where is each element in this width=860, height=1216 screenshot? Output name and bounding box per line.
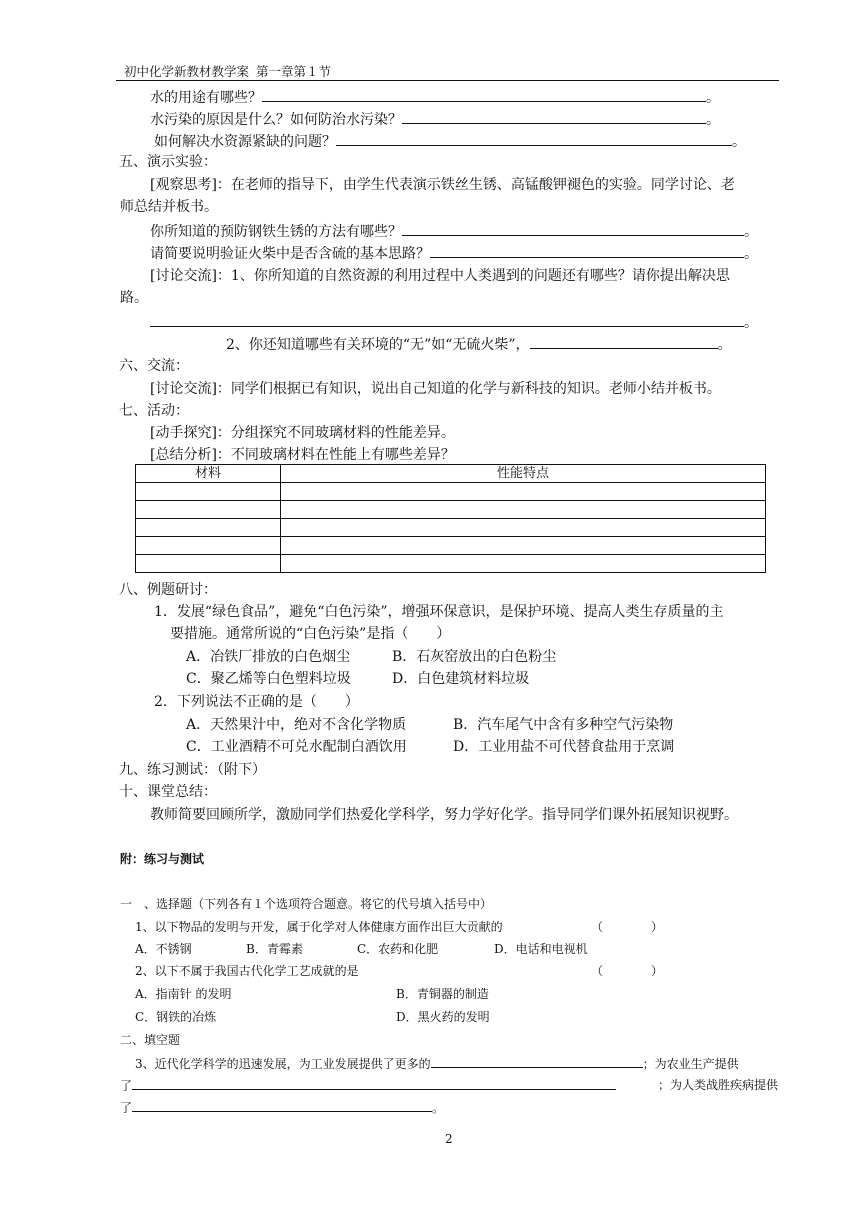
question-text: 水污染的原因是什么？如何防治水污染？ bbox=[150, 112, 402, 128]
option: B．汽车尾气中含有多种空气污染物 bbox=[453, 717, 674, 733]
section-heading: 九、练习测试：（附下） bbox=[119, 762, 266, 778]
fill-question-line bbox=[120, 1098, 444, 1117]
answer-blank[interactable] bbox=[132, 1076, 616, 1090]
table-cell[interactable] bbox=[136, 519, 281, 537]
answer-blank[interactable] bbox=[431, 1054, 643, 1068]
page-number: 2 bbox=[445, 1132, 453, 1146]
paragraph-line: [总结分析]：不同玻璃材料在性能上有哪些差异？ bbox=[150, 447, 455, 463]
option: D．工业用盐不可代替食盐用于烹调 bbox=[453, 739, 675, 755]
period: 。 bbox=[732, 134, 746, 150]
option: B．石灰窑放出的白色粉尘 bbox=[392, 649, 557, 665]
example-question: 2．下列说法不正确的是（ ） bbox=[154, 694, 359, 710]
table-header-material: 材料 bbox=[136, 465, 281, 483]
option: A．冶铁厂排放的白色烟尘 bbox=[186, 649, 351, 665]
question-text: ；为人类战胜疾病提供 bbox=[657, 1078, 778, 1092]
table-header-properties: 性能特点 bbox=[281, 465, 766, 483]
quiz-question: 2、以下不属于我国古代化学工艺成就的是 bbox=[135, 964, 359, 978]
option: A．指南针 的发明 bbox=[135, 987, 232, 1001]
period: 。 bbox=[744, 315, 758, 331]
section-heading: 八、例题研讨： bbox=[119, 582, 217, 598]
answer-paren[interactable]: （ ） bbox=[591, 920, 664, 934]
paragraph-line: 师总结并板书。 bbox=[120, 199, 218, 215]
answer-blank[interactable] bbox=[402, 108, 706, 124]
paragraph-line: [讨论交流]：同学们根据已有知识，说出自己知道的化学与新科技的知识。老师小结并板书。 bbox=[150, 381, 721, 397]
table-cell[interactable] bbox=[281, 537, 766, 555]
table-cell[interactable] bbox=[281, 519, 766, 537]
question-line bbox=[150, 242, 758, 264]
table-row bbox=[136, 501, 766, 519]
question-text: 了 bbox=[120, 1079, 133, 1093]
question-text: 水的用途有哪些？ bbox=[150, 90, 262, 106]
answer-blank[interactable] bbox=[150, 311, 744, 327]
option: B．青霉素 bbox=[246, 942, 303, 956]
option: C．农药和化肥 bbox=[357, 942, 439, 956]
table-cell[interactable] bbox=[281, 501, 766, 519]
answer-line bbox=[150, 311, 758, 333]
fill-question-line bbox=[135, 1054, 739, 1073]
table-cell[interactable] bbox=[136, 555, 281, 573]
paragraph-line: [讨论交流]：1、你所知道的自然资源的利用过程中人类遇到的问题还有哪些？请你提出解决思 bbox=[150, 268, 730, 284]
example-question: 1．发展“绿色食品”，避免“白色污染”，增强环保意识，是保护环境、提高人类生存质量的主 bbox=[154, 604, 724, 620]
question-text: ；为农业生产提供 bbox=[642, 1057, 739, 1071]
quiz-question: 1、以下物品的发明与开发，属于化学对人体健康方面作出巨大贡献的 bbox=[135, 920, 503, 934]
table-row bbox=[136, 483, 766, 501]
question-text: 请简要说明验证火柴中是否含硫的基本思路？ bbox=[150, 246, 430, 262]
answer-blank[interactable] bbox=[336, 130, 732, 146]
section-heading: 五、演示实验： bbox=[119, 154, 217, 170]
table-cell[interactable] bbox=[136, 537, 281, 555]
part-heading: 二、填空题 bbox=[120, 1033, 181, 1047]
question-text: 你所知道的预防钢铁生锈的方法有哪些？ bbox=[150, 224, 402, 240]
section-heading: 十、课堂总结： bbox=[119, 784, 217, 800]
table-cell[interactable] bbox=[136, 483, 281, 501]
answer-blank[interactable] bbox=[262, 86, 706, 102]
option: D．黑火药的发明 bbox=[396, 1010, 490, 1024]
header-chapter: 第一章第１节 bbox=[256, 64, 332, 79]
question-line bbox=[154, 130, 746, 152]
option: C．钢铁的冶炼 bbox=[135, 1010, 217, 1024]
header-doc-title: 初中化学新教材教学案 bbox=[124, 64, 250, 79]
example-question: 要措施。通常所说的“白色污染”是指（ ） bbox=[170, 626, 451, 642]
answer-blank[interactable] bbox=[132, 1098, 432, 1112]
materials-table bbox=[135, 464, 766, 573]
section-heading: 七、活动： bbox=[119, 403, 189, 419]
table-row bbox=[136, 537, 766, 555]
answer-blank[interactable] bbox=[430, 242, 744, 258]
period: 。 bbox=[744, 246, 758, 262]
table-row bbox=[136, 555, 766, 573]
question-text: 了 bbox=[120, 1101, 133, 1115]
section-heading: 六、交流： bbox=[119, 358, 189, 374]
header-rule bbox=[116, 80, 779, 81]
part-heading: 一 、选择题（下列各有１个选项符合题意。将它的代号填入括号中） bbox=[120, 897, 493, 911]
table-header-row bbox=[136, 465, 766, 483]
period: 。 bbox=[432, 1101, 445, 1115]
answer-blank[interactable] bbox=[530, 333, 718, 349]
appendix-title: 附：练习与测试 bbox=[120, 852, 205, 866]
option: A．天然果汁中，绝对不含化学物质 bbox=[186, 717, 407, 733]
option: C．工业酒精不可兑水配制白酒饮用 bbox=[186, 739, 407, 755]
period: 。 bbox=[706, 112, 720, 128]
question-line bbox=[226, 333, 732, 355]
table-cell[interactable] bbox=[136, 501, 281, 519]
summary-text: 教师简要回顾所学，激励同学们热爱化学科学，努力学好化学。指导同学们课外拓展知识视野。 bbox=[150, 807, 738, 823]
question-text: 如何解决水资源紧缺的问题？ bbox=[154, 134, 336, 150]
table-cell[interactable] bbox=[281, 555, 766, 573]
question-text: 2、你还知道哪些有关环境的“无”如“无硫火柴”， bbox=[226, 337, 530, 353]
answer-blank[interactable] bbox=[402, 220, 744, 236]
question-line bbox=[150, 108, 720, 130]
fill-question-line bbox=[120, 1076, 778, 1095]
period: 。 bbox=[744, 224, 758, 240]
table-row bbox=[136, 519, 766, 537]
question-line bbox=[150, 220, 758, 242]
table-cell[interactable] bbox=[281, 483, 766, 501]
paragraph-line: [观察思考]：在老师的指导下，由学生代表演示铁丝生锈、高锰酸钾褪色的实验。同学讨论、老 bbox=[150, 177, 735, 193]
paragraph-line: [动手探究]：分组探究不同玻璃材料的性能差异。 bbox=[150, 425, 455, 441]
period: 。 bbox=[706, 90, 720, 106]
option: B．青铜器的制造 bbox=[396, 987, 489, 1001]
option: A．不锈钢 bbox=[135, 942, 192, 956]
option: C．聚乙烯等白色塑料垃圾 bbox=[186, 671, 351, 687]
question-line bbox=[150, 86, 720, 108]
option: D．电话和电视机 bbox=[494, 942, 588, 956]
option: D．白色建筑材料垃圾 bbox=[392, 671, 530, 687]
period: 。 bbox=[717, 337, 732, 353]
paragraph-line: 路。 bbox=[120, 290, 148, 306]
answer-paren[interactable]: （ ） bbox=[591, 964, 664, 978]
question-text: 3、近代化学科学的迅速发展，为工业发展提供了更多的 bbox=[135, 1057, 431, 1071]
